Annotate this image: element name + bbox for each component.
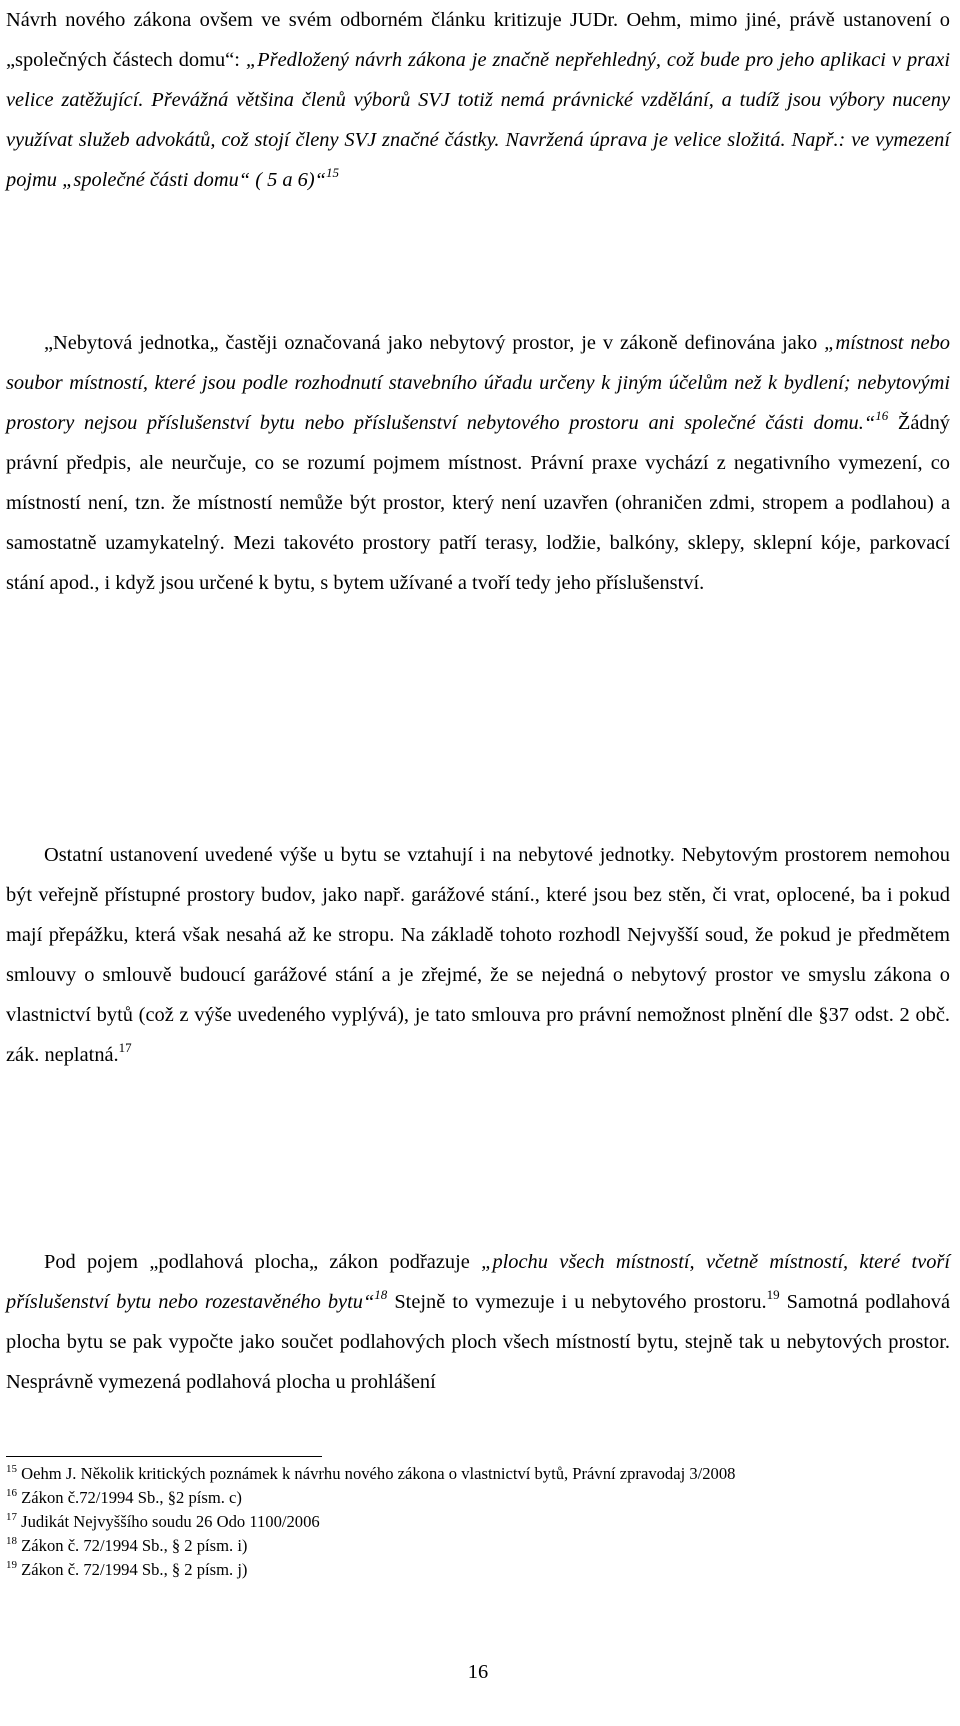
footnote-ref-16[interactable]: 16: [875, 408, 889, 423]
footnote-18: [6, 1534, 950, 1558]
footnote-text: Zákon č.72/1994 Sb., §2 písm. c): [17, 1488, 242, 1507]
paragraph-3: [6, 835, 950, 1075]
paragraph-4-quote: „plochu všech místností, včetně místností, které tvoří příslušenství bytu nebo rozestavěného bytu“: [6, 1251, 950, 1313]
paragraph-4: [6, 1242, 950, 1402]
paragraph-2-continuation: Žádný právní předpis, ale neurčuje, co se rozumí pojmem místnost. Právní praxe vychází z negativního vymezení, co místností není, tzn. že místností nemůže být prostor, který není uzavřen (ohraničen zdmi, stropem a podlahou) a samostatně uzamykatelný. Mezi takovéto prostory patří terasy, lodžie, balkóny, sklepy, sklepní kóje, parkovací stání apod., i když jsou určené k bytu, s bytem užívané a tvoří tedy jeho příslušenství.: [6, 412, 950, 594]
paragraph-1-quote: „Předložený návrh zákona je značně nepřehledný, což bude pro jeho aplikaci v praxi velice zatěžující. Převážná většina členů výborů SVJ totiž nemá právnické vzdělání, a tudíž jsou výbory nuceny využívat služeb advokátů, což stojí členy SVJ značné částky. Navržená úprava je velice složitá. Např.: ve vymezení pojmu „společné části domu“ ( 5 a 6)“: [6, 49, 950, 191]
footnote-ref-17[interactable]: 17: [118, 1040, 132, 1055]
paragraph-1-text: Návrh nového zákona ovšem ve svém odborném článku kritizuje JUDr. Oehm, mimo jiné, právě ustanovení o „společných částech domu“:: [6, 9, 950, 71]
paragraph-1: [6, 0, 950, 200]
footnote-number: 15: [6, 1463, 17, 1475]
paragraph-3-text: Ostatní ustanovení uvedené výše u bytu se vztahují i na nebytové jednotky. Nebytovým prostorem nemohou být veřejně přístupné prostory budov, jako např. garážové stání., které jsou bez stěn, či vrat, oplocené, ba i pokud mají přepážku, která však nesahá až ke stropu. Na základě tohoto rozhodl Nejvyšší soud, že pokud je předmětem smlouvy o smlouvě budoucí garážové stání a je zřejmé, že se nejedná o nebytový prostor ve smyslu zákona o vlastnictví bytů (což z výše uvedeného vyplývá), je tato smlouva pro právní nemožnost plnění dle §37 odst. 2 obč. zák. neplatná.: [6, 844, 950, 1066]
footnote-number: 18: [6, 1535, 17, 1547]
footnote-ref-15[interactable]: 15: [326, 165, 340, 180]
footnote-16: [6, 1486, 950, 1510]
footnote-text: Oehm J. Několik kritických poznámek k návrhu nového zákona o vlastnictví bytů, Právní zpravodaj 3/2008: [17, 1464, 736, 1483]
footnote-text: Zákon č. 72/1994 Sb., § 2 písm. j): [17, 1560, 248, 1579]
paragraph-2-quote: „místnost nebo soubor místností, které jsou podle rozhodnutí stavebního úřadu určeny k jiným účelům než k bydlení; nebytovými prostory nejsou příslušenství bytu nebo příslušenství nebytového prostoru ani společné části domu.“: [6, 332, 950, 434]
paragraph-4-continuation: Stejně to vymezuje i u nebytového prostoru.: [387, 1291, 767, 1313]
footnote-number: 17: [6, 1511, 17, 1523]
footnote-ref-19[interactable]: 19: [766, 1287, 780, 1302]
paragraph-4-end: Samotná podlahová plocha bytu se pak vypočte jako součet podlahových ploch všech místností bytu, stejně tak u nebytových prostor. Nesprávně vymezená podlahová plocha u prohlášení: [6, 1291, 951, 1393]
page-number: 16: [467, 1661, 489, 1683]
footnote-number: 19: [6, 1559, 17, 1571]
paragraph-2: [6, 323, 950, 603]
footnote-15: [6, 1462, 950, 1486]
footnote-ref-18[interactable]: 18: [374, 1287, 388, 1302]
paragraph-4-text: Pod pojem „podlahová plocha„ zákon podřazuje: [44, 1251, 482, 1273]
footnote-separator: [6, 1456, 322, 1457]
document-page: [6, 0, 950, 1726]
footnote-text: Judikát Nejvyššího soudu 26 Odo 1100/2006: [17, 1512, 320, 1531]
footnote-number: 16: [6, 1487, 17, 1499]
footnote-text: Zákon č. 72/1994 Sb., § 2 písm. i): [17, 1536, 248, 1555]
footnote-17: [6, 1510, 950, 1534]
footnotes: [6, 1462, 950, 1582]
footnote-19: [6, 1558, 950, 1582]
paragraph-2-text: „Nebytová jednotka„ častěji označovaná jako nebytový prostor, je v zákoně definována jako: [44, 332, 825, 354]
